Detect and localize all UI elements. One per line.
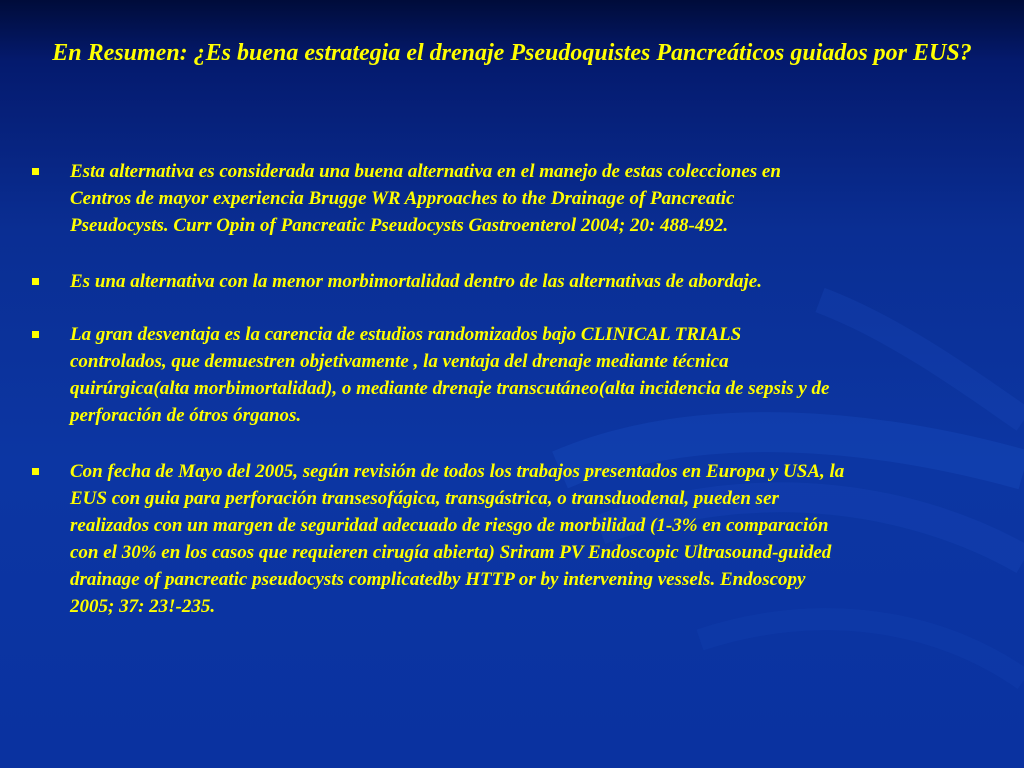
- square-bullet-icon: [32, 278, 39, 285]
- bullet-line: realizados con un margen de seguridad adecuado de riesgo de morbilidad (1-3% en comparación: [70, 515, 829, 536]
- bullet-line: Es una alternativa con la menor morbimortalidad dentro de las alternativas de abordaje.: [70, 271, 762, 292]
- bullet-line: Pseudocysts. Curr Opin of Pancreatic Pseudocysts Gastroenterol 2004; 20: 488-492.: [70, 215, 729, 236]
- bullet-line: con el 30% en los casos que requieren cirugía abierta) Sriram PV Endoscopic Ultrasound-guided: [70, 542, 832, 563]
- bullet-item: [30, 268, 1020, 295]
- bullet-list: [30, 158, 1020, 649]
- square-bullet-icon: [32, 331, 39, 338]
- slide-title: En Resumen: ¿Es buena estrategia el drenaje Pseudoquistes Pancreáticos guiados por EUS?: [52, 40, 972, 66]
- bullet-line: drainage of pancreatic pseudocysts complicatedby HTTP or by intervening vessels. Endoscopy: [70, 569, 806, 590]
- bullet-item: [30, 158, 1020, 239]
- bullet-line: La gran desventaja es la carencia de estudios randomizados bajo CLINICAL TRIALS: [70, 324, 742, 345]
- square-bullet-icon: [32, 468, 39, 475]
- bullet-line: controlados, que demuestren objetivamente , la ventaja del drenaje mediante técnica: [70, 351, 729, 372]
- square-bullet-icon: [32, 168, 39, 175]
- bullet-line: EUS con guia para perforación transesofágica, transgástrica, o transduodenal, pueden ser: [70, 488, 779, 509]
- bullet-line: Con fecha de Mayo del 2005, según revisión de todos los trabajos presentados en Europa y USA, la: [70, 461, 845, 482]
- bullet-item: [30, 321, 1020, 429]
- bullet-item: [30, 458, 1020, 620]
- bullet-line: 2005; 37: 23!-235.: [70, 596, 216, 617]
- bullet-line: quirúrgica(alta morbimortalidad), o mediante drenaje transcutáneo(alta incidencia de sepsis y de: [70, 378, 830, 399]
- bullet-line: perforación de ótros órganos.: [70, 405, 302, 426]
- bullet-line: Centros de mayor experiencia Brugge WR Approaches to the Drainage of Pancreatic: [70, 188, 735, 209]
- bullet-line: Esta alternativa es considerada una buena alternativa en el manejo de estas colecciones en: [70, 161, 781, 182]
